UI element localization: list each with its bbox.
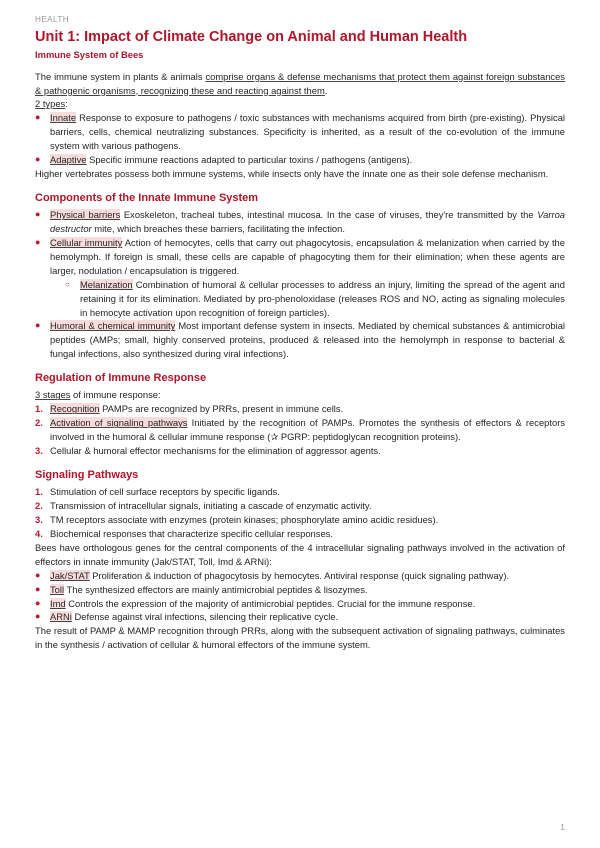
conclusion-paragraph: The result of PAMP & MAMP recognition through PRRs, along with the subsequent activation of signaling pathways, culminates in the synthesis / activation of cellular & humoral effectors of the immune system. xyxy=(35,625,565,651)
term-highlight: Cellular immunity xyxy=(50,236,123,248)
list-item xyxy=(35,527,565,541)
item-text: Biochemical responses that characterize specific cellular responses. xyxy=(50,527,333,539)
item-number: 3. xyxy=(35,445,43,457)
term-highlight: Toll xyxy=(50,583,65,595)
item-text: Specific immune reactions adapted to particular toxins / pathogens (antigens). xyxy=(86,154,413,166)
item-number: 3. xyxy=(35,514,43,526)
item-text: PAMPs are recognized by PRRs, present in immune cells. xyxy=(99,403,344,415)
species-name: Varroa destructor xyxy=(50,209,566,235)
term-highlight: Recognition xyxy=(50,403,100,415)
stages-label: 3 stages xyxy=(35,389,71,401)
item-text: Defense against viral infections, silencing their replicative cycle. xyxy=(71,611,339,623)
list-item xyxy=(35,513,565,527)
list-item xyxy=(35,208,565,236)
item-number: 1. xyxy=(35,486,43,498)
item-text: Proliferation & induction of phagocytosis by hemocytes. Antiviral response (quick signaling pathway). xyxy=(89,569,510,581)
list-item xyxy=(35,610,565,624)
types-label: 2 types xyxy=(35,98,66,110)
vertebrates-note: Higher vertebrates possess both immune systems, while insects only have the innate one as their sole defense mechanism. xyxy=(35,167,549,179)
list-item xyxy=(35,583,565,597)
item-text: Cellular & humoral effector mechanisms for the elimination of aggressor agents. xyxy=(50,445,381,457)
item-number: 4. xyxy=(35,527,43,539)
bullet-icon: ● xyxy=(35,611,41,622)
item-text: mite, which breaches these barriers, facilitating the infection. xyxy=(91,223,345,235)
innate-components-list xyxy=(35,208,565,361)
item-text: Transmission of intracellular signals, initiating a cascade of enzymatic activity. xyxy=(50,500,372,512)
term-highlight: Innate xyxy=(50,112,77,124)
bullet-icon: ● xyxy=(35,569,41,580)
section-label: HEALTH xyxy=(35,15,70,24)
list-item xyxy=(35,416,565,444)
list-item xyxy=(35,485,565,499)
sub-bullet-icon: ○ xyxy=(65,279,70,289)
innate-heading: Components of the Innate Immune System xyxy=(35,191,259,204)
stages-rest: of immune response: xyxy=(70,389,161,401)
item-number: 2. xyxy=(35,500,43,512)
item-number: 1. xyxy=(35,403,43,415)
item-text: Combination of humoral & cellular processes to address an injury, limiting the spread of the agent and retaining it for its elimination. Mediated by pro-phenoloxidase (releases ROS and NO, acting as signaling molecules in hemocyte activation upon recognition of foreign particles). xyxy=(80,278,565,318)
intro-text: The immune system in plants & animals xyxy=(35,70,206,82)
bullet-icon: ● xyxy=(35,320,41,331)
stages-line xyxy=(35,388,565,402)
item-text: Response to exposure to pathogens / toxic substances with mechanisms acquired from birth (pre-existing). Physical barriers, cells, chemical neutralizing substances. Specificity is inherited, as a result of the co-evolution of the immune system with various pathogens. xyxy=(50,112,565,152)
item-number: 2. xyxy=(35,417,43,429)
bullet-icon: ● xyxy=(35,154,41,165)
list-item xyxy=(35,236,565,319)
signaling-steps-list xyxy=(35,485,565,541)
item-text: Stimulation of cell surface receptors by specific ligands. xyxy=(50,486,280,498)
list-item xyxy=(35,402,565,416)
list-item xyxy=(35,153,565,167)
types-line xyxy=(35,97,565,111)
term-highlight: Melanization xyxy=(80,278,133,290)
intro-underlined: comprise organs & defense mechanisms that protect them against foreign substances & pathogenic organisms, recognizing these and reacting against them xyxy=(35,70,565,96)
term-highlight: ARNi xyxy=(50,611,72,623)
list-item xyxy=(35,111,565,153)
term-highlight: Jak/STAT xyxy=(50,569,90,581)
term-highlight: Imd xyxy=(50,597,66,609)
bullet-icon: ● xyxy=(35,597,41,608)
list-item xyxy=(35,319,565,361)
bullet-icon: ● xyxy=(35,583,41,594)
page-number: 1 xyxy=(560,822,565,833)
bullet-icon: ● xyxy=(35,236,41,247)
sub-list xyxy=(65,278,565,320)
regulation-heading: Regulation of Immune Response xyxy=(35,372,207,385)
page-title: Unit 1: Impact of Climate Change on Animal and Human Health xyxy=(35,29,468,46)
list-item xyxy=(35,569,565,583)
list-item xyxy=(35,597,565,611)
page-subtitle: Immune System of Bees xyxy=(35,48,144,60)
types-colon: : xyxy=(65,98,68,110)
list-item xyxy=(35,444,565,458)
signaling-heading: Signaling Pathways xyxy=(35,468,139,481)
pathways-list xyxy=(35,569,565,625)
intro-period: . xyxy=(324,84,328,96)
item-text: Most important defense system in insects. Mediated by chemical substances & antimicrobial peptides (AMPs; small, highly conserved proteins, produced & released into the hemolymph in response to bacterial & fungal infections, also synthesized during viral infections). xyxy=(50,320,565,360)
term-highlight: Humoral & chemical immunity xyxy=(50,320,176,332)
item-text: The synthesized effectors are mainly antimicrobial peptides & lisozymes. xyxy=(64,583,368,595)
term-highlight: Activation of signaling pathways xyxy=(50,417,188,429)
item-text: TM receptors associate with enzymes (protein kinases; phosphorylate amino acidic residues). xyxy=(50,514,439,526)
document-page xyxy=(35,14,565,652)
stages-list xyxy=(35,402,565,458)
item-text: Action of hemocytes, cells that carry out phagocytosis, encapsulation & melanization when carried by the hemolymph. If foreign is small, these cells are capable of phagocyting them for their elimination; when these agents are larger, nodulation / encapsulation is triggered. xyxy=(50,236,565,276)
intro-paragraph xyxy=(35,70,565,98)
item-text: Initiated by the recognition of PAMPs. Promotes the synthesis of effectors & receptors involved in the humoral & cellular immune response (✰ PGRP: peptidoglycan recognition proteins). xyxy=(50,417,566,443)
term-highlight: Physical barriers xyxy=(50,209,121,221)
bullet-icon: ● xyxy=(35,112,41,123)
immune-types-list xyxy=(35,111,565,167)
list-item xyxy=(35,499,565,513)
item-text: Controls the expression of the majority of antimicrobial peptides. Crucial for the immune response. xyxy=(65,597,476,609)
sub-list-item xyxy=(65,278,565,320)
bees-note: Bees have orthologous genes for the central components of the 4 intracellular signaling pathways involved in the activation of effectors in innate immunity (Jak/STAT, Toll, Imd & ARNi): xyxy=(35,541,565,567)
term-highlight: Adaptive xyxy=(50,154,87,166)
bullet-icon: ● xyxy=(35,209,41,220)
item-text: Exoskeleton, tracheal tubes, intestinal mucosa. In the case of viruses, they're transmitted by the xyxy=(120,209,538,221)
